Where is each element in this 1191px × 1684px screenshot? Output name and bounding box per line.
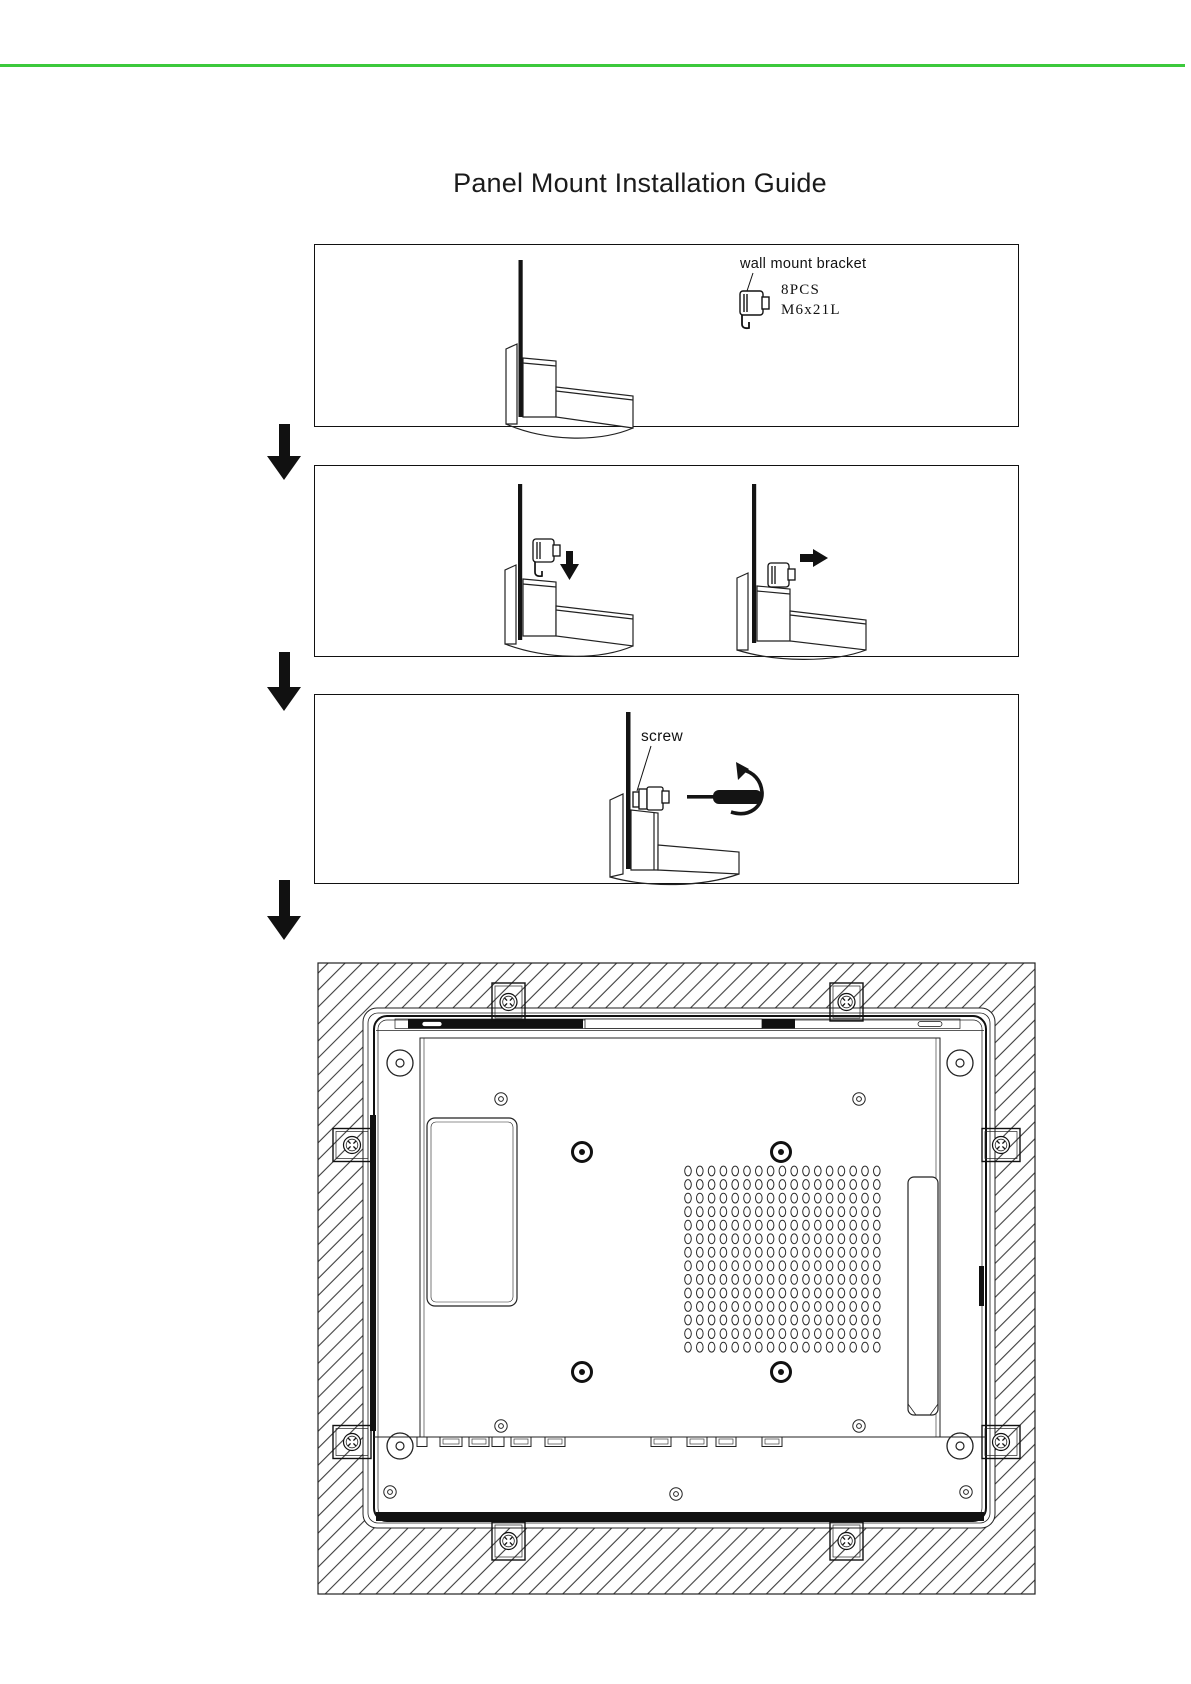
right-arrow-icon bbox=[800, 549, 828, 567]
corner-washer-screw bbox=[947, 1050, 973, 1076]
screw-leader-line bbox=[637, 746, 651, 791]
flow-down-arrow-1 bbox=[267, 424, 301, 480]
front-bezel-edge-left bbox=[518, 484, 522, 640]
step2-drawing bbox=[314, 465, 1019, 657]
small-screw bbox=[960, 1486, 972, 1498]
small-screw bbox=[495, 1420, 507, 1432]
small-screw bbox=[853, 1420, 865, 1432]
flow-down-arrow-2 bbox=[267, 652, 301, 711]
bracket-icon bbox=[740, 291, 769, 328]
front-bezel-edge bbox=[626, 712, 631, 869]
flow-down-arrow-3 bbox=[267, 880, 301, 940]
legend-leader-line bbox=[747, 273, 753, 291]
vesa-screw-hole bbox=[573, 1363, 592, 1382]
bracket-size-label: M6x21L bbox=[781, 302, 841, 318]
page-title: Panel Mount Installation Guide bbox=[453, 168, 827, 198]
bracket-quantity-label: 8PCS bbox=[781, 282, 820, 298]
panel-cross-section-right bbox=[737, 573, 866, 659]
right-access-door bbox=[908, 1177, 938, 1415]
wall-mount-bracket-label: wall mount bracket bbox=[740, 256, 867, 272]
step1-drawing bbox=[314, 244, 1019, 427]
small-screw bbox=[384, 1486, 396, 1498]
screw-and-bracket bbox=[633, 787, 669, 810]
front-bezel-edge bbox=[519, 260, 523, 417]
screw-label: screw bbox=[641, 728, 683, 745]
bracket-icon-on-rail bbox=[768, 563, 795, 587]
front-bezel-edge-right bbox=[752, 484, 756, 643]
small-screw bbox=[495, 1093, 507, 1105]
side-access-door bbox=[427, 1118, 517, 1306]
right-gap-shadow bbox=[979, 1266, 984, 1306]
panel-cross-section bbox=[506, 344, 633, 438]
io-port bbox=[417, 1437, 427, 1447]
left-gap-shadow bbox=[370, 1115, 376, 1431]
panel-rear-mounted-view bbox=[318, 958, 1035, 1598]
small-screw bbox=[670, 1488, 682, 1500]
io-port bbox=[492, 1437, 504, 1447]
small-screw bbox=[853, 1093, 865, 1105]
bottom-edge-bar bbox=[376, 1512, 984, 1521]
vesa-screw-hole bbox=[573, 1143, 592, 1162]
corner-washer-screw bbox=[387, 1050, 413, 1076]
vesa-screw-hole bbox=[772, 1363, 791, 1382]
step3-drawing bbox=[314, 694, 1019, 884]
vesa-screw-hole bbox=[772, 1143, 791, 1162]
screwdriver-icon bbox=[687, 762, 762, 814]
down-arrow-icon bbox=[560, 551, 579, 580]
page-top-rule bbox=[0, 64, 1185, 67]
bracket-icon-floating bbox=[533, 539, 560, 576]
